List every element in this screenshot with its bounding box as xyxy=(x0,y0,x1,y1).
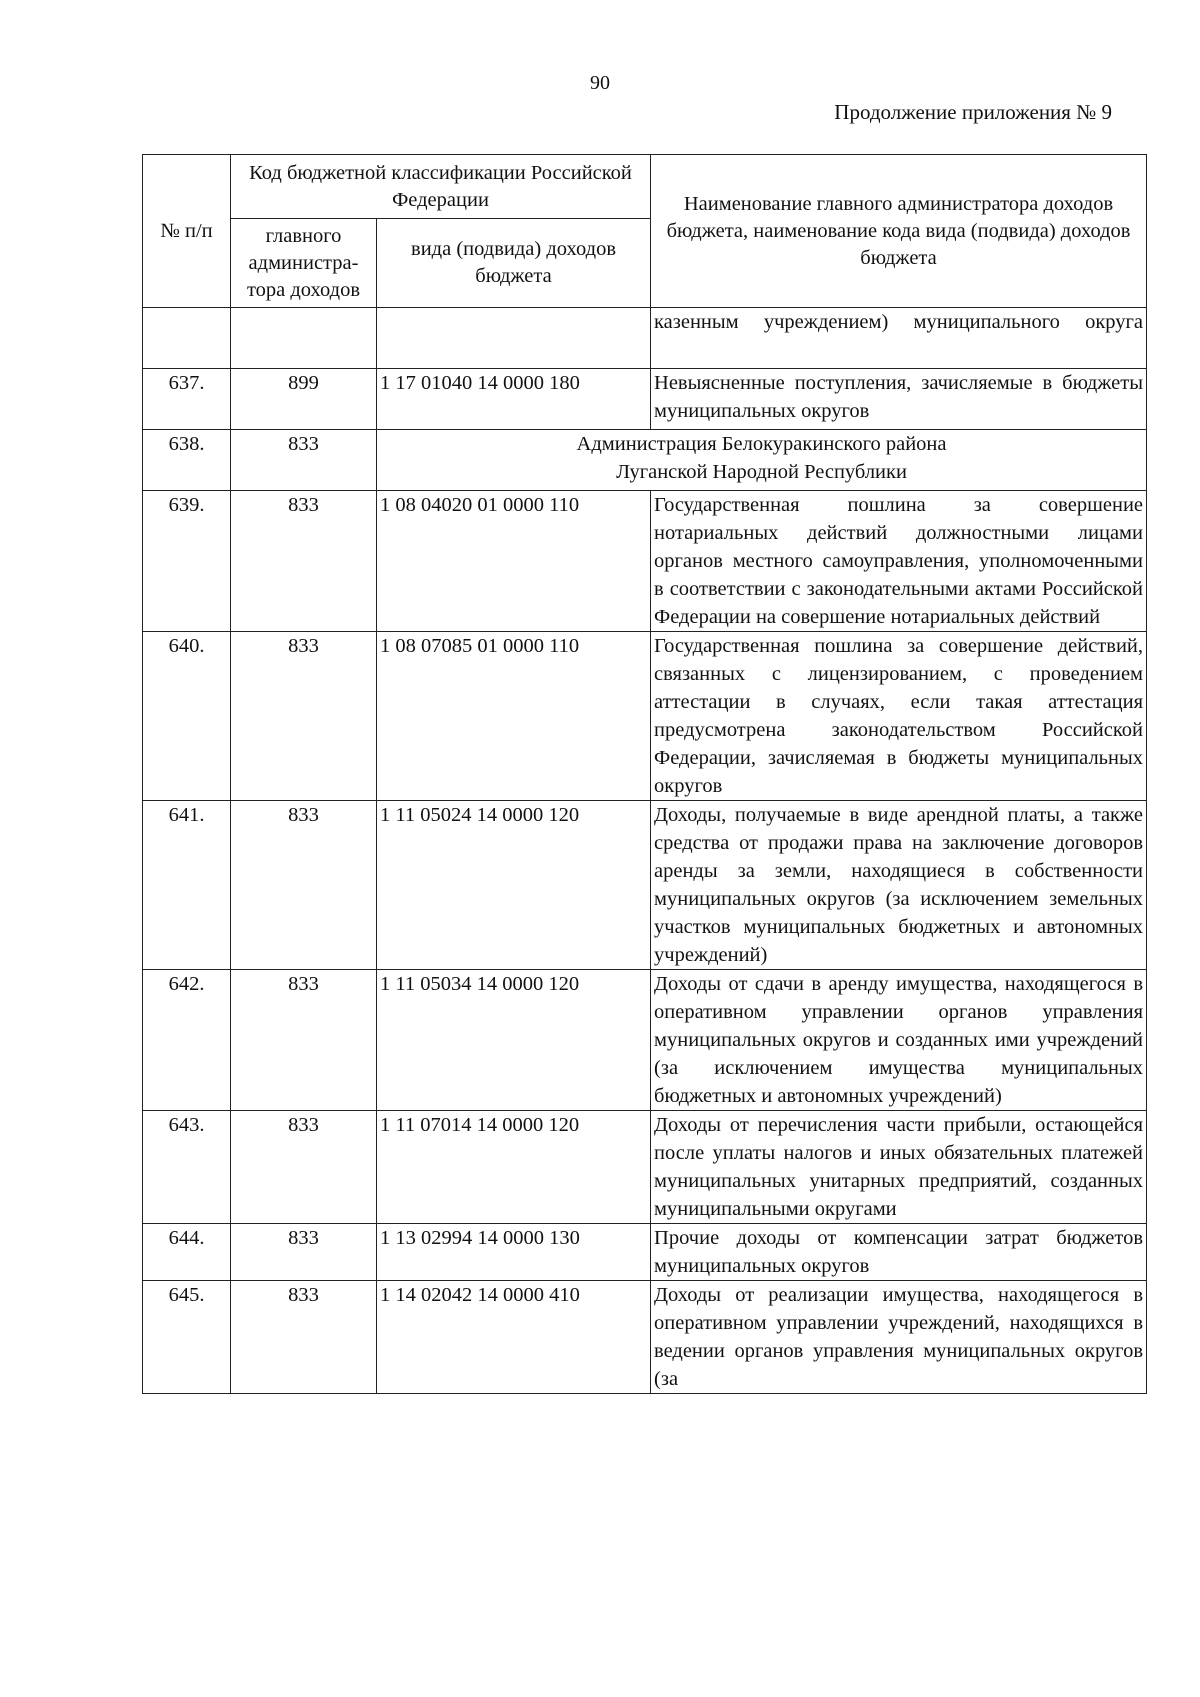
header-name: Наименование главного администратора доходов бюджета, наименование кода вида (подвида) доходов бюджета xyxy=(651,155,1147,308)
table-row xyxy=(143,1224,1147,1281)
table-row xyxy=(143,308,1147,369)
row-number: 643. xyxy=(143,1111,231,1224)
table-row xyxy=(143,970,1147,1111)
admin-code: 833 xyxy=(231,1281,377,1394)
row-number: 640. xyxy=(143,632,231,801)
income-code: 1 14 02042 14 0000 410 xyxy=(377,1281,651,1394)
row-number: 641. xyxy=(143,801,231,970)
income-code: 1 08 07085 01 0000 110 xyxy=(377,632,651,801)
table-row xyxy=(143,369,1147,430)
table-row xyxy=(143,801,1147,970)
budget-classification-table xyxy=(142,154,1147,1394)
section-title-line: Администрация Белокуракинского района xyxy=(576,433,947,455)
income-code xyxy=(377,308,651,369)
section-row xyxy=(143,430,1147,491)
header-row-number: № п/п xyxy=(143,155,231,308)
appendix-continuation-label: Продолжение приложения № 9 xyxy=(834,100,1112,124)
admin-code: 833 xyxy=(231,632,377,801)
income-code: 1 11 07014 14 0000 120 xyxy=(377,1111,651,1224)
table-row xyxy=(143,632,1147,801)
admin-code xyxy=(231,308,377,369)
admin-code: 833 xyxy=(231,430,377,491)
income-name: Государственная пошлина за совершение нотариальных действий должностными лицами органов местного самоуправления, уполномоченными в соответствии с законодательными актами Российской Федерации на совершение нотариальных действий xyxy=(651,491,1147,632)
page-number: 90 xyxy=(590,72,610,94)
admin-code: 833 xyxy=(231,801,377,970)
row-number: 638. xyxy=(143,430,231,491)
row-number: 639. xyxy=(143,491,231,632)
table-row xyxy=(143,491,1147,632)
admin-code: 833 xyxy=(231,970,377,1111)
income-code: 1 17 01040 14 0000 180 xyxy=(377,369,651,430)
income-name: Доходы от реализации имущества, находящегося в оперативном управлении учреждений, находящихся в ведении органов управления муниципальных округов (за xyxy=(651,1281,1147,1394)
header-income-code: вида (подвида) доходов бюджета xyxy=(377,219,651,308)
income-name: Доходы от перечисления части прибыли, остающейся после уплаты налогов и иных обязательных платежей муниципальных унитарных предприятий, созданных муниципальными округами xyxy=(651,1111,1147,1224)
section-title-line: Луганской Народной Республики xyxy=(616,461,907,483)
income-name: казенным учреждением) муниципального округа xyxy=(651,308,1147,369)
row-number: 644. xyxy=(143,1224,231,1281)
income-code: 1 13 02994 14 0000 130 xyxy=(377,1224,651,1281)
header-admin-code: главного администра-тора доходов xyxy=(231,219,377,308)
row-number: 637. xyxy=(143,369,231,430)
income-name: Государственная пошлина за совершение действий, связанных с лицензированием, с проведением аттестации в случаях, если такая аттестация предусмотрена законодательством Российской Федерации, зачисляемая в бюджеты муниципальных округов xyxy=(651,632,1147,801)
income-name: Невыясненные поступления, зачисляемые в бюджеты муниципальных округов xyxy=(651,369,1147,430)
income-name: Доходы, получаемые в виде арендной платы, а также средства от продажи права на заключение договоров аренды за земли, находящиеся в собственности муниципальных округов (за исключением земельных участков муниципальных бюджетных и автономных учреждений) xyxy=(651,801,1147,970)
income-name: Прочие доходы от компенсации затрат бюджетов муниципальных округов xyxy=(651,1224,1147,1281)
header-bcc-group: Код бюджетной классификации Российской Федерации xyxy=(231,155,651,219)
income-code: 1 08 04020 01 0000 110 xyxy=(377,491,651,632)
income-code: 1 11 05024 14 0000 120 xyxy=(377,801,651,970)
table-row xyxy=(143,1111,1147,1224)
admin-code: 899 xyxy=(231,369,377,430)
row-number xyxy=(143,308,231,369)
admin-code: 833 xyxy=(231,491,377,632)
row-number: 645. xyxy=(143,1281,231,1394)
admin-code: 833 xyxy=(231,1111,377,1224)
table-row xyxy=(143,1281,1147,1394)
section-title xyxy=(377,430,1147,491)
admin-code: 833 xyxy=(231,1224,377,1281)
income-name: Доходы от сдачи в аренду имущества, находящегося в оперативном управлении органов управления муниципальных округов и созданных ими учреждений (за исключением имущества муниципальных бюджетных и автономных учреждений) xyxy=(651,970,1147,1111)
income-code: 1 11 05034 14 0000 120 xyxy=(377,970,651,1111)
row-number: 642. xyxy=(143,970,231,1111)
